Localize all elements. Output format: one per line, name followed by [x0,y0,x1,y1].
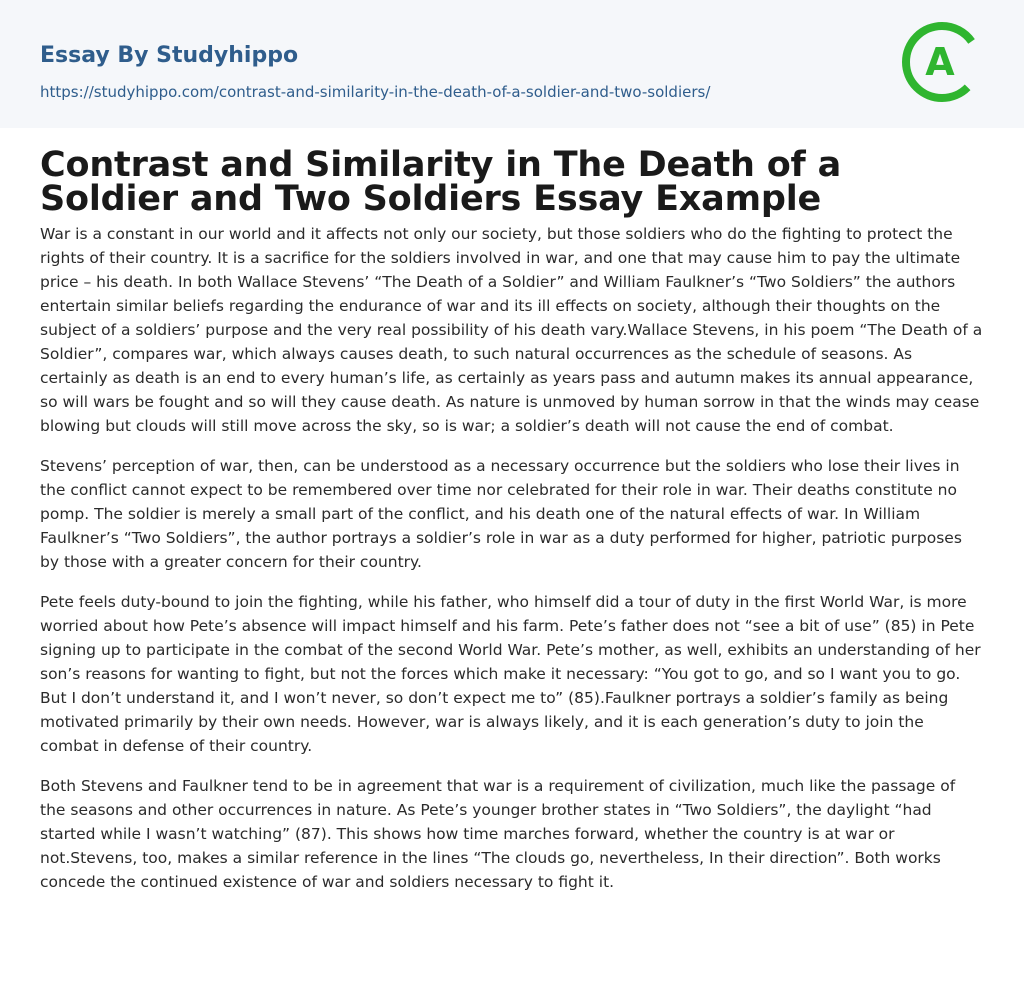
site-header [0,0,1024,128]
article-paragraph: Both Stevens and Faulkner tend to be in agreement that war is a requirement of civilization, much like the passage of the seasons and other occurrences in nature. As Pete’s younger brother states in “Two Soldiers”, the daylight “had started while I wasn’t watching” (87). This shows how time marches forward, whether the country is at war or not.Stevens, too, makes a similar reference in the lines “The clouds go, nevertheless, In their direction”. Both works concede the continued existence of war and soldiers necessary to fight it. [40,777,956,891]
source-url-link[interactable]: https://studyhippo.com/contrast-and-similarity-in-the-death-of-a-soldier-and-two-soldiers/ [40,83,711,101]
site-brand[interactable]: Essay By Studyhippo [40,43,299,68]
article-paragraph: War is a constant in our world and it affects not only our society, but those soldiers who do the fighting to protect the rights of their country. It is a sacrifice for the soldiers involved in war, and one that may cause him to pay the ultimate price – his death. In both Wallace Stevens’ “The Death of a Soldier” and William Faulkner’s “Two Soldiers” the authors entertain similar beliefs regarding the endurance of war and its ill effects on society, although their thoughts on the subject of a soldiers’ purpose and the very real possibility of his death vary.Wallace Stevens, in his poem “The Death of a Soldier”, compares war, which always causes death, to such natural occurrences as the schedule of seasons. As certainly as death is an end to every human’s life, as certainly as years pass and autumn makes its annual appearance, so will wars be fought and so will they cause death. As nature is unmoved by human sorrow in that the winds may cease blowing but clouds will still move across the sky, so is war; a soldier’s death will not cause the end of combat. [40,225,983,435]
site-logo-icon[interactable] [900,20,984,104]
article-paragraph: Pete feels duty-bound to join the fighting, while his father, who himself did a tour of duty in the first World War, is more worried about how Pete’s absence will impact himself and his farm. Pete’s father does not “see a bit of use” (85) in Pete signing up to participate in the combat of the second World War. Pete’s mother, as well, exhibits an understanding of her son’s reasons for wanting to fight, but not the forces which make it necessary: “You got to go, and so I want you to go. But I don’t understand it, and I won’t never, so don’t expect me to” (85).Faulkner portrays a soldier’s family as being motivated primarily by their own needs. However, war is always likely, and it is each generation’s duty to join the combat in defense of their country. [40,593,981,755]
article-paragraph: Stevens’ perception of war, then, can be understood as a necessary occurrence but the soldiers who lose their lives in the conflict cannot expect to be remembered over time nor celebrated for their role in war. Their deaths constitute no pomp. The soldier is merely a small part of the conflict, and his death one of the natural effects of war. In William Faulkner’s “Two Soldiers”, the author portrays a soldier’s role in war as a duty performed for higher, patriotic purposes by those with a greater concern for their country. [40,457,962,571]
article [0,128,1024,894]
logo-letter: A [925,40,955,84]
article-title: Contrast and Similarity in The Death of a Soldier and Two Soldiers Essay Example [40,145,841,219]
